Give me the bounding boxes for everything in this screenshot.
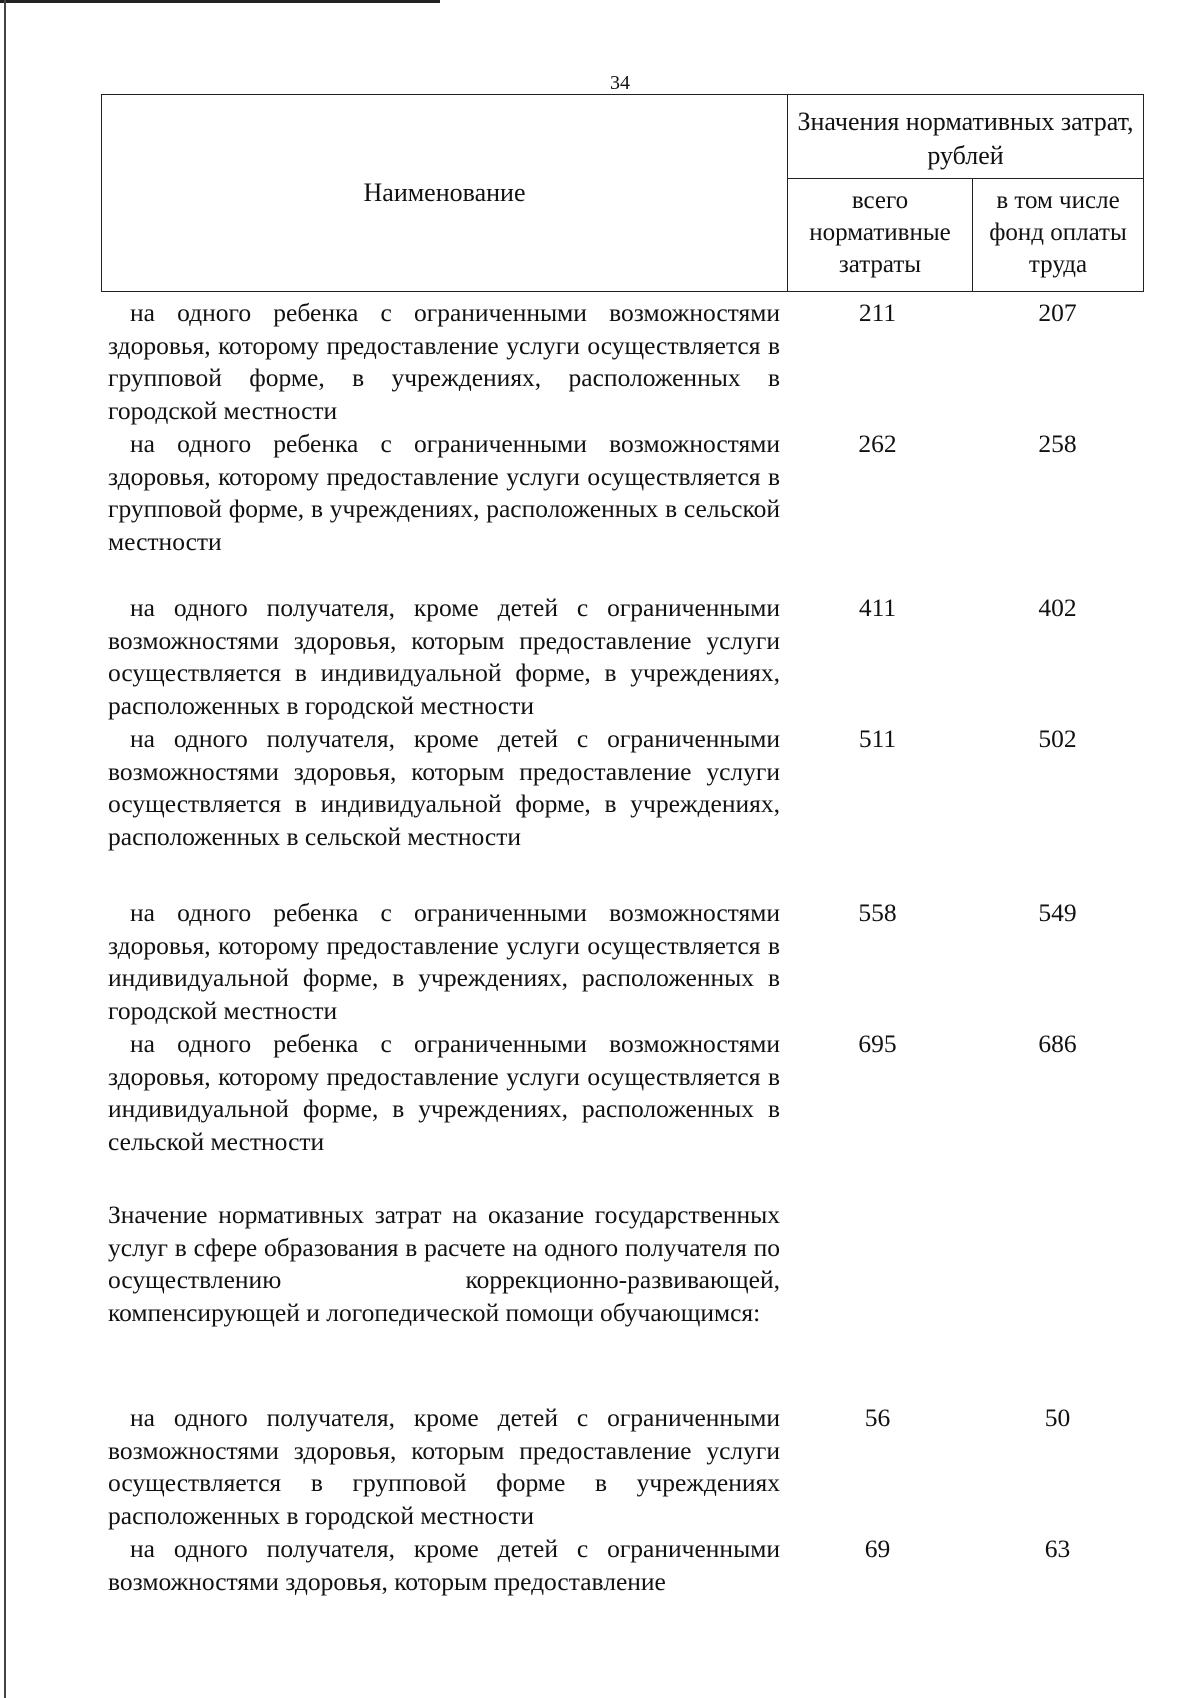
row-fund-value: 549	[1038, 898, 1077, 927]
row-description: на одного ребенка с ограниченными возможностями здоровья, которому предоставление услуги осуществляется в индивидуальной форме, в учреждениях, расположенных в сельской местности	[108, 1029, 780, 1156]
row-total-value: 411	[858, 593, 897, 622]
row-total-value: 511	[858, 724, 897, 753]
row-description: на одного получателя, кроме детей с ограниченными возможностями здоровья, которым предоставление услуги осуществляется в групповой форме в учреждениях расположенных в городской местности	[108, 1403, 780, 1530]
scan-edge-top	[0, 0, 440, 3]
row-total-value: 695	[858, 1029, 897, 1058]
row-description: на одного ребенка с ограниченными возможностями здоровья, которому предоставление услуги осуществляется в групповой форме, в учреждениях, расположенных в городской местности	[108, 298, 780, 425]
row-fund-value: 50	[1044, 1403, 1071, 1432]
row-description: на одного получателя, кроме детей с ограниченными возможностями здоровья, которым предоставление услуги осуществляется в индивидуальной форме, в учреждениях, расположенных в сельской местности	[108, 724, 780, 851]
row-fund-value: 258	[1038, 429, 1077, 458]
row-fund-value: 502	[1038, 724, 1077, 753]
row-fund-value: 686	[1038, 1029, 1077, 1058]
header-total-costs: всего нормативные затраты	[788, 179, 973, 291]
page-number: 34	[610, 72, 630, 94]
row-description: на одного получателя, кроме детей с ограниченными возможностями здоровья, которым предоставление	[108, 1534, 780, 1596]
row-description: на одного ребенка с ограниченными возможностями здоровья, которому предоставление услуги осуществляется в групповой форме, в учреждениях, расположенных в сельской местности	[108, 429, 780, 556]
header-name-column: Наименование	[102, 95, 788, 291]
header-cost-group: Значения нормативных затрат, рублей	[788, 95, 1143, 179]
row-total-value: 262	[858, 429, 897, 458]
row-description: на одного получателя, кроме детей с ограниченными возможностями здоровья, которым предоставление услуги осуществляется в индивидуальной форме, в учреждениях, расположенных в городской местности	[108, 593, 780, 720]
row-total-value: 211	[858, 298, 897, 327]
row-total-value: 69	[864, 1534, 891, 1563]
row-fund-value: 402	[1038, 593, 1077, 622]
section-heading-text: Значение нормативных затрат на оказание государственных услуг в сфере образования в расчете на одного получателя по осуществлению коррекционно-развивающей, компенсирующей и логопедической помощи обучающимся:	[108, 1200, 780, 1327]
row-fund-value: 207	[1038, 298, 1077, 327]
row-total-value: 56	[864, 1403, 891, 1432]
table-header	[101, 94, 1144, 292]
row-fund-value: 63	[1044, 1534, 1071, 1563]
row-total-value: 558	[858, 898, 897, 927]
scan-edge-left	[4, 0, 6, 1698]
header-wage-fund: в том числе фонд оплаты труда	[989, 187, 1127, 278]
row-description: на одного ребенка с ограниченными возможностями здоровья, которому предоставление услуги осуществляется в индивидуальной форме, в учреждениях, расположенных в городской местности	[108, 898, 780, 1025]
